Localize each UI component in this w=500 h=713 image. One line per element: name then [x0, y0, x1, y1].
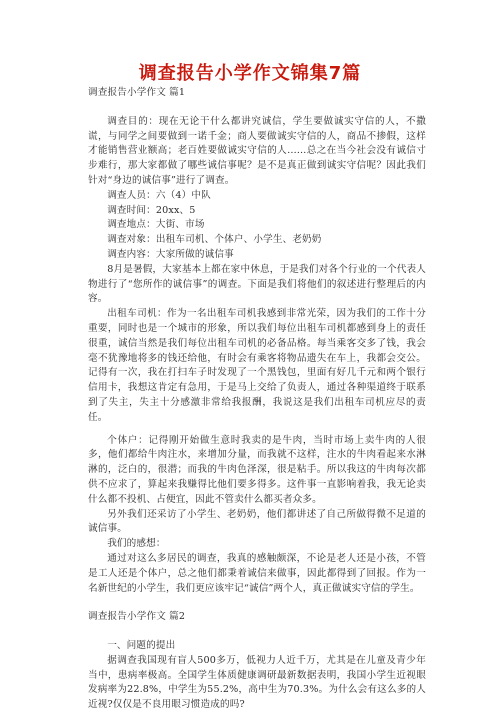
paragraph-taxi-driver: 出租车司机：作为一名出租车司机我感到非常光荣，因为我们的工作十分重要，同时也是一个城市的形象，所以我们每位出租车司机都感到身上的责任很重，诚信当然是我们每位出租车司机的必备品格。每当乘客交多了钱，我会毫不犹豫地将多的钱还给他，有时会有乘客将物品遗失在车上，我都会交公。记得有一次，我在打扫车子时发现了一个黑钱包，里面有好几千元和两个银行信用卡，我想这肯定有急用，于是马上交给了负责人，通过各种渠道终于联系到了失主，失主十分感激非常给我报酬，我说这是我们出租车司机应尽的责任。: [88, 308, 426, 423]
paragraph-vendor: 个体户：记得刚开始做生意时我卖的是牛肉，当时市场上卖牛肉的人很多，他们都给牛肉注水，来增加分量，而我就不这样，注水的牛肉看起来水淋淋的，泛白的，很潜；而我的牛肉色泽深，很是粘手。所以我这的牛肉每次都供不应求了，算起来我赚得比他们要多得多。这件事一直影响着我，我无论卖什么都不投机、占便宜，因此不管卖什么都买者众多。: [88, 434, 426, 505]
paragraph-place: 调查地点：大街、市场: [107, 219, 205, 231]
document-body: [88, 86, 426, 713]
paragraph-intro: 调查目的：现在无论干什么都讲究诚信，学生要做诚实守信的人，不撒谎，与同学之间要做到一诺千金；商人要做诚实守信的人，商品不掺假，这样才能销售营业额高；老百姓要做诚实守信的人……总之在当今社会没有诚信寸步难行，那大家都做了哪些诚信事呢？是不是真正做到诚实守信呢？因此我们针对“身边的诚信事”进行了调查。: [88, 115, 426, 186]
section-heading-1: 调查报告小学作文 篇1: [88, 87, 186, 98]
section-heading-2: 调查报告小学作文 篇2: [88, 611, 186, 623]
paragraph-august: 8月是暑假，大家基本上都在家中休息，于是我们对各个行业的一个代表人物进行了“您所作的诚信事”的调查。下面是我们将他们的叙述进行整理后的内容。: [88, 263, 426, 305]
paragraph-feel-label: 我们的感想：: [107, 538, 166, 550]
paragraph-feel: 通过对这么多居民的调查，我真的感触颇深，不论是老人还是小孩，不管是工人还是个体户，总之他们都秉着诚信来做事，因此都得到了回报。作为一名新世纪的小学生，我们更应该牢记“诚信”两个人，真正做诚实守信的学生。: [88, 552, 426, 594]
paragraph-staff: 调查人员：六（4）中队: [107, 189, 211, 201]
paragraph-question-body: 据调查我国现有盲人500多万，低视力人近千万，尤其是在儿童及青少年当中，患病率极高。全国学生体质健康调研最新数据表明，我国小学生近视眼发病率为22.8%，中学生为55.2%，高中生为70.3%。为什么会有这么多的人近视?仅仅是不良用眼习惯造成的吗?: [88, 654, 426, 711]
paragraph-object: 调查对象：出租车司机、个体户、小学生、老奶奶: [107, 234, 322, 246]
paragraph-content: 调查内容：大家所做的诚信事: [107, 248, 234, 260]
paragraph-question-title: 一、问题的提出: [107, 640, 176, 652]
paragraph-others: 另外我们还采访了小学生、老奶奶，他们都讲述了自己所做得微不足道的诚信事。: [88, 508, 426, 535]
paragraph-time: 调查时间：20xx、5: [107, 204, 196, 216]
document-title: 调查报告小学作文锦集7篇: [138, 63, 362, 84]
